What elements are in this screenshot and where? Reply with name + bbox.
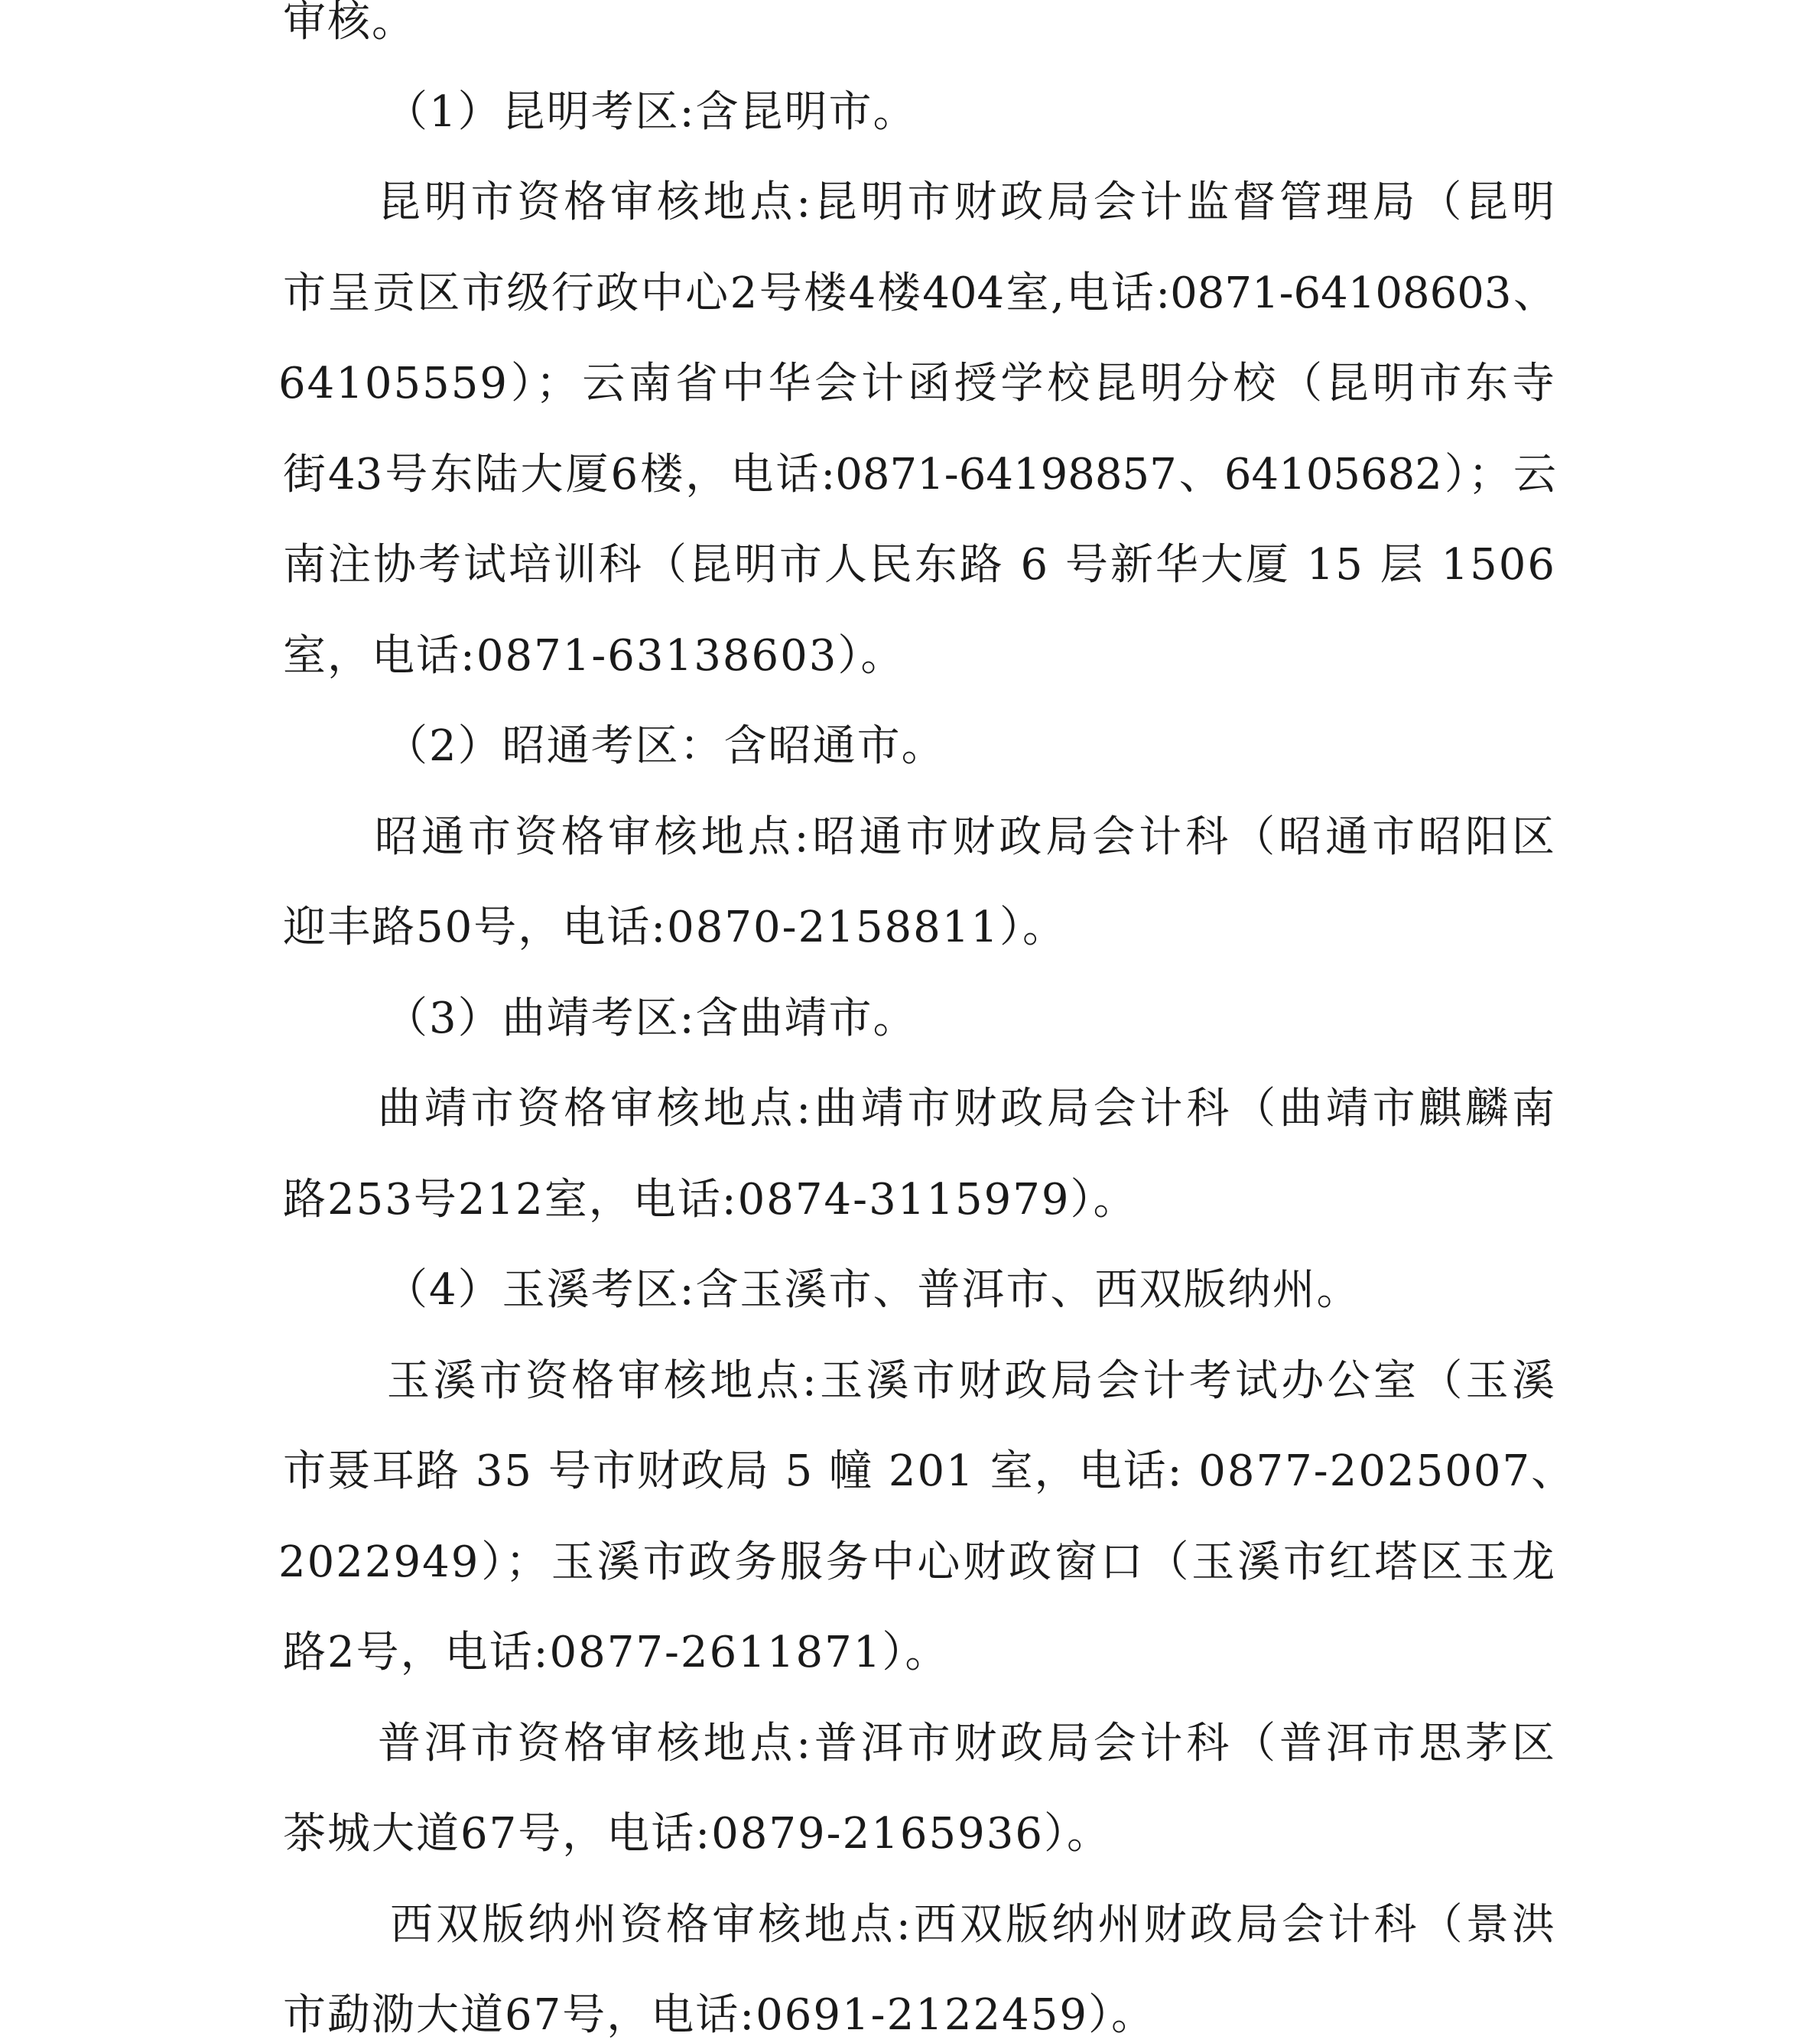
section-heading-kunming: （1）昆明考区:含昆明市。 <box>385 87 918 137</box>
paragraph-yuxi-line-2: 市聂耳路 35 号市财政局 5 幢 201 室，电话: 0877-2025007、 <box>283 1446 1576 1496</box>
paragraph-qujing-line-2: 路253号212室，电话:0874-3115979）。 <box>283 1175 1138 1225</box>
section-heading-qujing: （3）曲靖考区:含曲靖市。 <box>385 994 918 1043</box>
paragraph-kunming-line-5: 南注协考试培训科（昆明市人民东路 6 号新华大厦 15 层 1506 <box>283 540 1556 590</box>
section-heading-yuxi: （4）玉溪考区:含玉溪市、普洱市、西双版纳州。 <box>385 1265 1361 1315</box>
paragraph-kunming-line-2: 市呈贡区市级行政中心2号楼4楼404室,电话:0871-64108603、 <box>283 268 1556 318</box>
paragraph-kunming-line-3: 64105559）；云南省中华会计函授学校昆明分校（昆明市东寺 <box>278 359 1556 408</box>
paragraph-zhaotong-line-2: 迎丰路50号，电话:0870-2158811）。 <box>283 903 1067 952</box>
text-line-continuation: 审核。 <box>283 0 416 47</box>
paragraph-puer-line-2: 茶城大道67号，电话:0879-2165936）。 <box>283 1809 1111 1859</box>
paragraph-yuxi-line-4: 路2号，电话:0877-2611871）。 <box>283 1628 950 1677</box>
paragraph-yuxi-line-1: 玉溪市资格审核地点:玉溪市财政局会计考试办公室（玉溪 <box>387 1356 1556 1406</box>
paragraph-kunming-line-4: 街43号东陆大厦6楼，电话:0871-64198857、64105682）；云 <box>283 450 1556 499</box>
paragraph-zhaotong-line-1: 昭通市资格审核地点:昭通市财政局会计科（昭通市昭阳区 <box>375 812 1556 862</box>
paragraph-puer-line-1: 普洱市资格审核地点:普洱市财政局会计科（普洱市思茅区 <box>378 1719 1556 1768</box>
paragraph-qujing-line-1: 曲靖市资格审核地点:曲靖市财政局会计科（曲靖市麒麟南 <box>378 1084 1556 1134</box>
paragraph-kunming-line-1: 昆明市资格审核地点:昆明市财政局会计监督管理局（昆明 <box>378 177 1556 227</box>
section-heading-zhaotong: （2）昭通考区：含昭通市。 <box>385 721 946 771</box>
paragraph-xishuangbanna-line-2: 市勐泐大道67号，电话:0691-2122459）。 <box>283 1990 1155 2040</box>
paragraph-xishuangbanna-line-1: 西双版纳州资格审核地点:西双版纳州财政局会计科（景洪 <box>390 1900 1556 1950</box>
paragraph-kunming-line-6: 室，电话:0871-63138603）。 <box>283 631 905 681</box>
paragraph-yuxi-line-3: 2022949）；玉溪市政务服务中心财政窗口（玉溪市红塔区玉龙 <box>278 1537 1556 1587</box>
